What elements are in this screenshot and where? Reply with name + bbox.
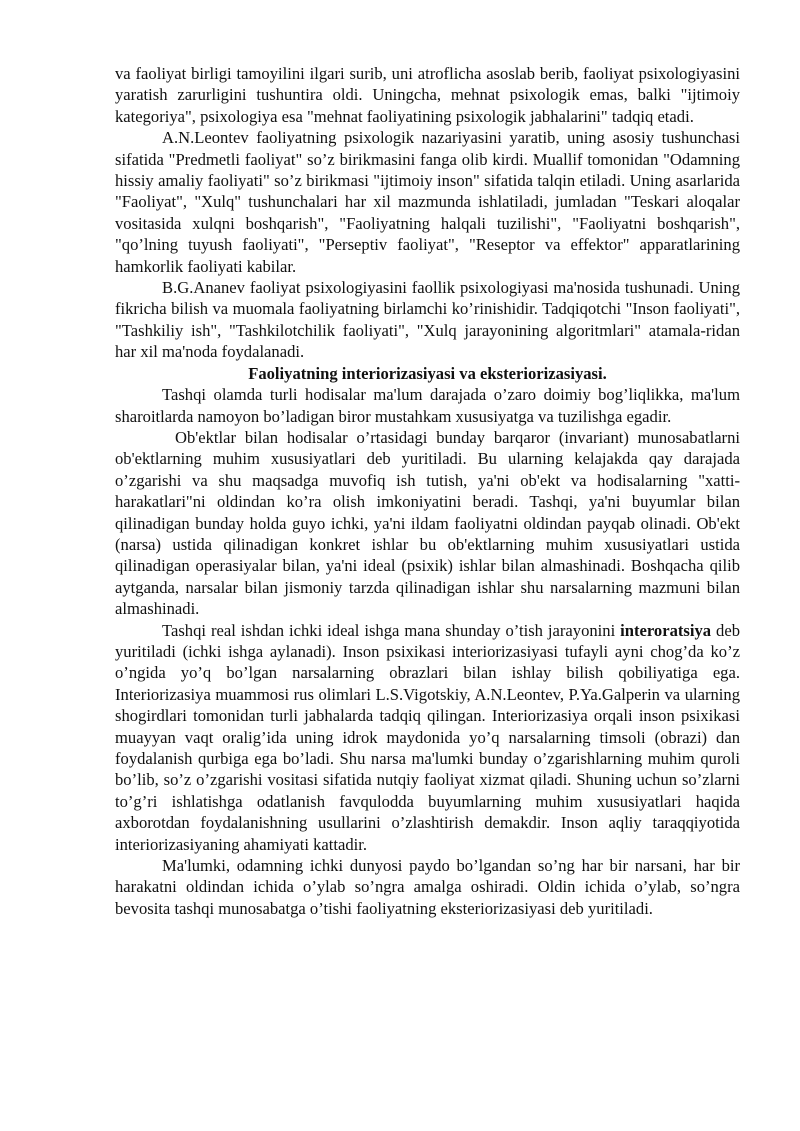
interiorization-term: interoratsiya <box>620 620 712 640</box>
paragraph-exteriorization: Ma'lumki, odamning ichki dunyosi paydo bo’lgandan so’ng har bir narsani, har bir harakatni oldindan ichida o’ylab so’ngra amalga oshiradi. Oldin ichida o’ylab, so’ngra bevosita tashqi munosabatga o’tishi faoliyatning eksteriorizasiyasi deb yuritiladi. <box>115 856 740 918</box>
interiorization-text-end: deb yuritiladi (ichki ishga aylanadi). Inson psixikasi interiorizasiyasi tufayli ayni chog’da ko’z o’ngida yo’q bo’lgan narsalarning obrazlari bilan ishlay bilish qobiliyatiga ega. Interiorizasiya muammosi rus olimlari L.S.Vigotskiy, A.N.Leontev, P.Ya.Galperin va ularning shogirdlari tomonidan turli jabhalarda tadqiq qilingan. Interiorizasiya orqali inson psixikasi muayyan vaqt oralig’ida uning idrok maydonida yo’q narsalarning timsoli (obrazi) dan foydalanish qurbiga ega bo’ladi. Shu narsa ma'lumki bunday o’zgarishlarning muhim quroli bo’lib, so’z o’zgarishi vositasi sifatida nutqiy faoliyat xizmat qiladi. Shuning uchun so’zlarni to’g’ri ishlatishga odatlanish favqulodda buyumlarning muhim xususiyatlari haqida axborotdan foydalanishning usullarini o’zlashtirish demakdir. Inson aqliy taraqqiyotida interiorizasiyaning ahamiyati kattadir. <box>115 620 740 854</box>
interiorization-text-start: Tashqi real ishdan ichki ideal ishga mana shunday o’tish jarayonini <box>162 620 621 640</box>
document-page <box>115 63 740 919</box>
paragraph-ananev: B.G.Ananev faoliyat psixologiyasini faollik psixologiyasi ma'nosida tushunadi. Uning fikricha bilish va muomala faoliyatning birlamchi ko’rinishidir. Tadqiqotchi "Inson faoliyati", "Tashkiliy ish", "Tashkilotchilik faoliyati", "Xulq jarayonining algoritmlari" atamala-ridan har xil ma'noda foydalanadi. <box>115 278 740 362</box>
paragraph-interiorization <box>115 620 740 855</box>
paragraph-leontev: A.N.Leontev faoliyatning psixologik nazariyasini yaratib, uning asosiy tushunchasi sifatida "Predmetli faoliyat" so’z birikmasini fanga olib kirdi. Muallif tomonidan "Odamning hissiy amaliy faoliyati" so’z birikmasi "ijtimoiy inson" sifatida talqin etiladi. Uning asarlarida "Faoliyat", "Xulq" tushunchalari har xil mazmunda ishlatiladi, jumladan "Teskari aloqalar vositasida xulqni boshqarish", "Faoliyatning halqali tuzilishi", "Faoliyatni boshqarish", "qo’lning tuyush faoliyati", "Perseptiv faoliyat", "Reseptor va effektor" apparatlarining hamkorlik faoliyati kabilar. <box>115 128 740 276</box>
section-heading: Faoliyatning interiorizasiyasi va eksteriorizasiyasi. <box>248 363 607 383</box>
paragraph-continuation: va faoliyat birligi tamoyilini ilgari surib, uni atroflicha asoslab berib, faoliyat psixologiyasini yaratish zarurligini tushuntira oldi. Uningcha, mehnat psixologik emas, balki "ijtimoiy kategoriya", psixologiya esa "mehnat faoliyatining psixologik jabhalarini" tadqiq etadi. <box>115 64 740 126</box>
paragraph-external-world: Tashqi olamda turli hodisalar ma'lum darajada o’zaro doimiy bog’liqlikka, ma'lum sharoitlarda namoyon bo’ladigan biror mustahkam xususiyatga va tuzilishga egadir. <box>115 385 740 426</box>
paragraph-invariant-relations: Ob'ektlar bilan hodisalar o’rtasidagi bunday barqaror (invariant) munosabatlarni ob'ektlarning muhim xususiyatlari deb yuritiladi. Bu ularning kelajakda qay darajada o’zgarishi va shu maqsadga muvofiq ish tutish, ya'ni ob'ekt va hodisalarning "xatti-harakatlari"ni oldindan ko’ra olish imkoniyatini beradi. Tashqi, ya'ni buyumlar bilan qilinadigan bunday holda guyo ichki, ya'ni ildam faoliyatni oldindan payqab olinadi. Ob'ekt (narsa) ustida qilinadigan konkret ishlar bu ob'ektlarning muhim xususiyatlari ustida qilinadigan operasiyalar bilan, ya'ni ideal (psixik) ishlar bilan almashinadi. Boshqacha qilib aytganda, narsalar bilan jismoniy tarzda qilinadigan ishlar shu narsalarning mazmuni bilan almashinadi. <box>115 427 740 619</box>
